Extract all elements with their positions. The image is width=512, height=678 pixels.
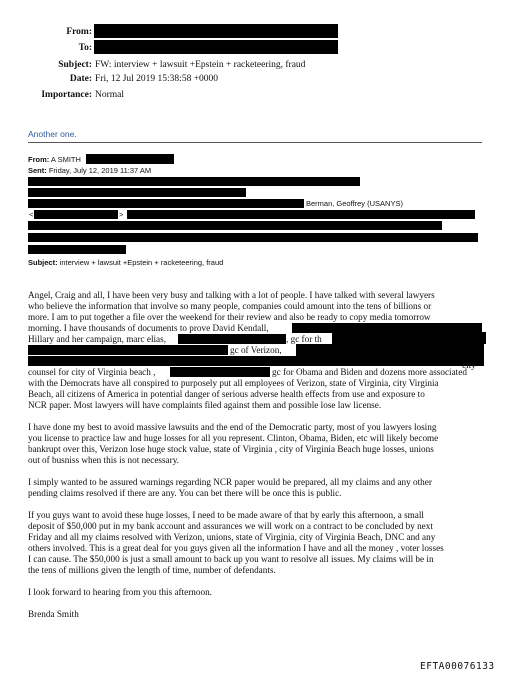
fwd-from-label: From:	[28, 155, 50, 164]
redaction-from	[94, 24, 338, 38]
fwd-from-line	[28, 155, 81, 164]
recipient-name: Berman, Geoffrey (USANYS)	[306, 199, 403, 208]
body-line: bankrupt over this, Verizon lose huge stock value, state of Virginia , city of Virginia Beach huge losses, unions	[28, 444, 434, 454]
document-id: EFTA00076133	[420, 661, 495, 672]
body-line: I can cause. The $50,000 is just a small amount to back up you want to resolve all issues. My claims will be in	[28, 554, 434, 564]
angle-close: >	[119, 210, 124, 219]
fwd-subject-value: interview + lawsuit +Epstein + racketeering, fraud	[59, 258, 224, 267]
fwd-subject-line	[28, 258, 223, 267]
body-line: city	[462, 360, 476, 370]
body-line: counsel for city of Virginia beach ,	[28, 367, 156, 377]
body-line: with the Democrats have all conspired to purposely put all employees of Verizon, state of Virginia, city Virginia	[28, 378, 439, 388]
body-line: I have done my best to avoid massive lawsuits and the end of the Democratic party, most of you lawyers losing	[28, 422, 437, 432]
body-line: If you guys want to avoid these huge losses, I need to be made aware of that by early this afternoon, a small	[28, 510, 424, 520]
body-line: you license to practice law and huge losses for all you represent. Clinton, Obama, Biden, etc will likely become	[28, 433, 439, 443]
redaction-body	[178, 334, 286, 344]
redaction-line	[28, 233, 478, 242]
date-label: Date:	[69, 74, 92, 84]
redaction-line	[28, 188, 246, 197]
redaction-email	[34, 210, 118, 219]
body-line: more. I am to put together a file over the weekend for their review and also be ready to copy media tomorrow	[28, 312, 431, 322]
forward-note: Another one.	[28, 129, 77, 139]
body-line: who believe the information that involve so many people, companies could amount into the tens of billions or	[28, 301, 432, 311]
body-line: Friday and all my claims resolved with Verizon, unions, state of Virginia, city of Virginia Beach, DNC and any	[28, 532, 436, 542]
redaction-fwd-from	[86, 154, 174, 164]
fwd-sent-label: Sent:	[28, 166, 47, 175]
body-line: Angel, Craig and all, I have been very busy and talking with a lot of people. I have talked with several lawyers	[28, 290, 435, 300]
importance-value: Normal	[95, 90, 125, 100]
fwd-sent-value: Friday, July 12, 2019 11:37 AM	[48, 166, 152, 175]
subject-label: Subject:	[58, 60, 92, 70]
redaction-body	[332, 332, 486, 344]
importance-label: Importance:	[41, 90, 92, 100]
body-line: I simply wanted to be assured warnings regarding NCR paper would be prepared, all my claims and any other	[28, 477, 432, 487]
body-line: NCR paper. Most lawyers will have complaints filed against them and possible lose law license.	[28, 400, 382, 410]
body-line: Beach, all citizens of America in potential danger of serious adverse health effects from use and exposure to	[28, 389, 425, 399]
body-line: deposit of $50,000 put in my bank account and assurances we will work on a contract to be concluded by next	[28, 521, 433, 531]
to-label: To:	[78, 43, 92, 53]
angle-open: <	[29, 210, 34, 219]
redaction-body	[28, 356, 484, 366]
date-value: Fri, 12 Jul 2019 15:38:58 +0000	[95, 74, 219, 84]
redaction-line	[28, 221, 442, 230]
fwd-subject-label: Subject:	[28, 258, 58, 267]
body-line: others involved. This is a great deal for you guys given all the information I have and all the money , voter losses	[28, 543, 444, 553]
redaction-line	[28, 177, 360, 186]
redaction-body	[170, 367, 270, 377]
signature: Brenda Smith	[28, 609, 79, 619]
body-line: the tens of millions given the length of time, number of defendants.	[28, 565, 276, 575]
redaction-body	[296, 344, 484, 356]
redaction-line	[28, 199, 304, 208]
body-line: morning. I have thousands of documents to prove David Kendall,	[28, 323, 269, 333]
body-line: gc of Verizon,	[230, 345, 282, 355]
redaction-to	[94, 40, 338, 54]
subject-value: FW: interview + lawsuit +Epstein + racketeering, fraud	[95, 60, 306, 70]
body-line: Hillary and her campaign, marc elias,	[28, 334, 167, 344]
redaction-line	[127, 210, 475, 219]
body-line: pending claims resolved if there are any. You can bet there will be once this is public.	[28, 488, 342, 498]
body-line: out of busniss when this is not necessary.	[28, 455, 179, 465]
redaction-body	[28, 345, 228, 355]
body-line: , gc for th	[286, 334, 322, 344]
closing-line: I look forward to hearing from you this afternoon.	[28, 587, 212, 597]
body-line: gc for Obama and Biden and dozens more associated	[272, 367, 467, 377]
fwd-sent-line	[28, 166, 151, 175]
redaction-line	[28, 245, 126, 254]
fwd-from-value: A SMITH	[50, 155, 81, 164]
from-label: From:	[66, 27, 92, 37]
separator-line	[28, 142, 482, 143]
